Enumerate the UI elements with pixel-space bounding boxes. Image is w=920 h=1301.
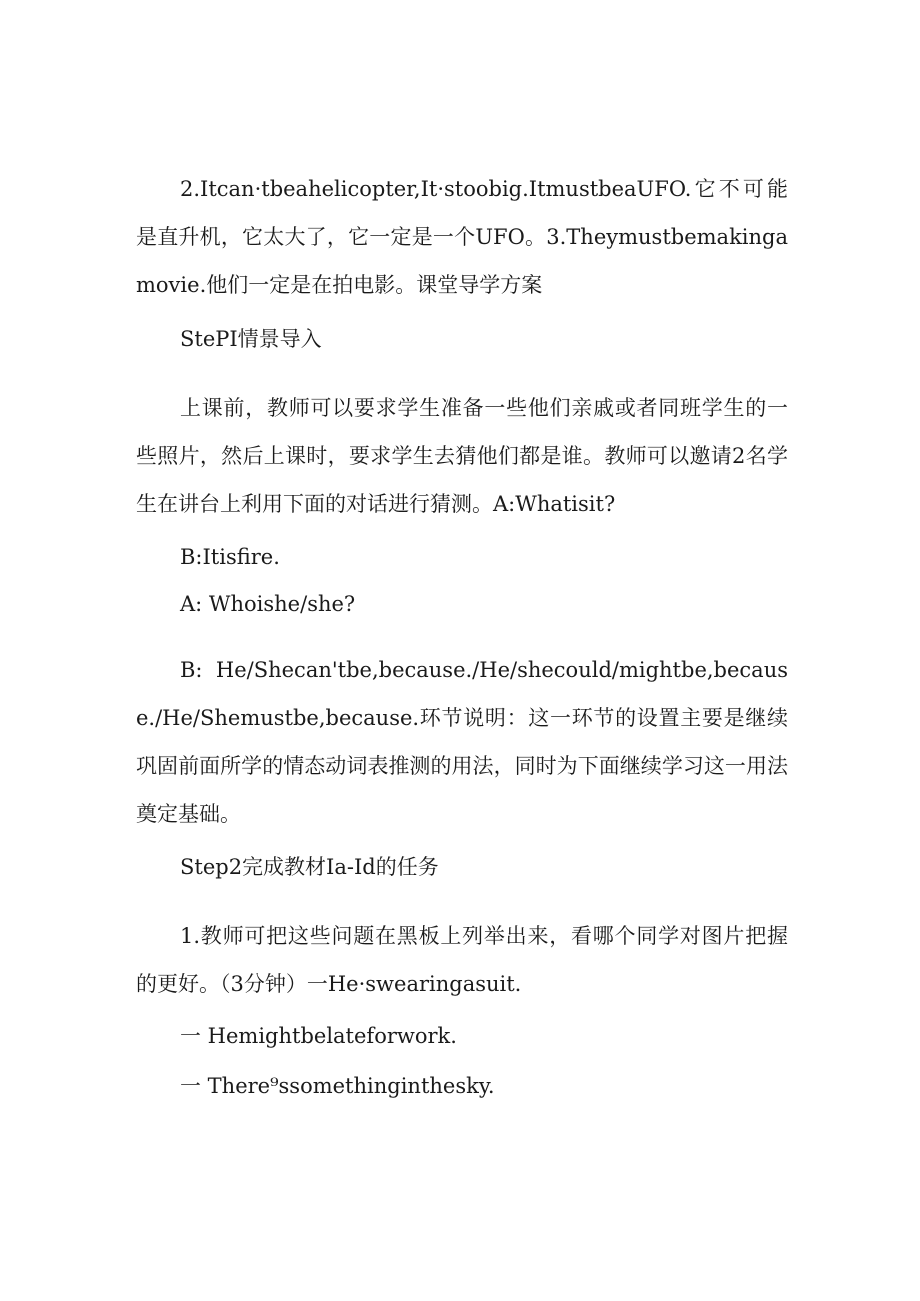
dialogue-line-b-fire: B:Itisfire. bbox=[180, 545, 280, 569]
paragraph-intro-sentences: 2.Itcan·tbeahelicopter,It·stoobig.ItmustbeaUFO.它不可能是直升机，它太大了，它一定是一个UFO。3.Theymustbemakingamovie.他们一定是在拍电影。课堂导学方案 bbox=[136, 177, 788, 297]
paragraph-step1-description: 上课前，教师可以要求学生准备一些他们亲戚或者同班学生的一些照片，然后上课时，要求学生去猜他们都是谁。教师可以邀请2名学生在讲台上利用下面的对话进行猜测。A:Whatisit? bbox=[136, 396, 788, 516]
list-item-late-for-work: 一 Hemightbelateforwork. bbox=[180, 1024, 457, 1048]
list-item-something-in-sky: 一 There⁹ssomethinginthesky. bbox=[180, 1074, 495, 1098]
heading-step1: StePI情景导入 bbox=[180, 327, 322, 351]
dialogue-line-a-who: A: Whoishe/she? bbox=[180, 592, 356, 616]
paragraph-step2-task: 1.教师可把这些问题在黑板上列举出来，看哪个同学对图片把握的更好。（3分钟）一He·swearingasuit. bbox=[136, 924, 788, 996]
heading-step2: Step2完成教材Ia-Id的任务 bbox=[180, 855, 439, 879]
paragraph-dialogue-b-explanation: B: He/Shecan'tbe,because./He/shecould/mightbe,because./He/Shemustbe,because.环节说明：这一环节的设置主要是继续巩固前面所学的情态动词表推测的用法，同时为下面继续学习这一用法奠定基础。 bbox=[136, 658, 788, 826]
